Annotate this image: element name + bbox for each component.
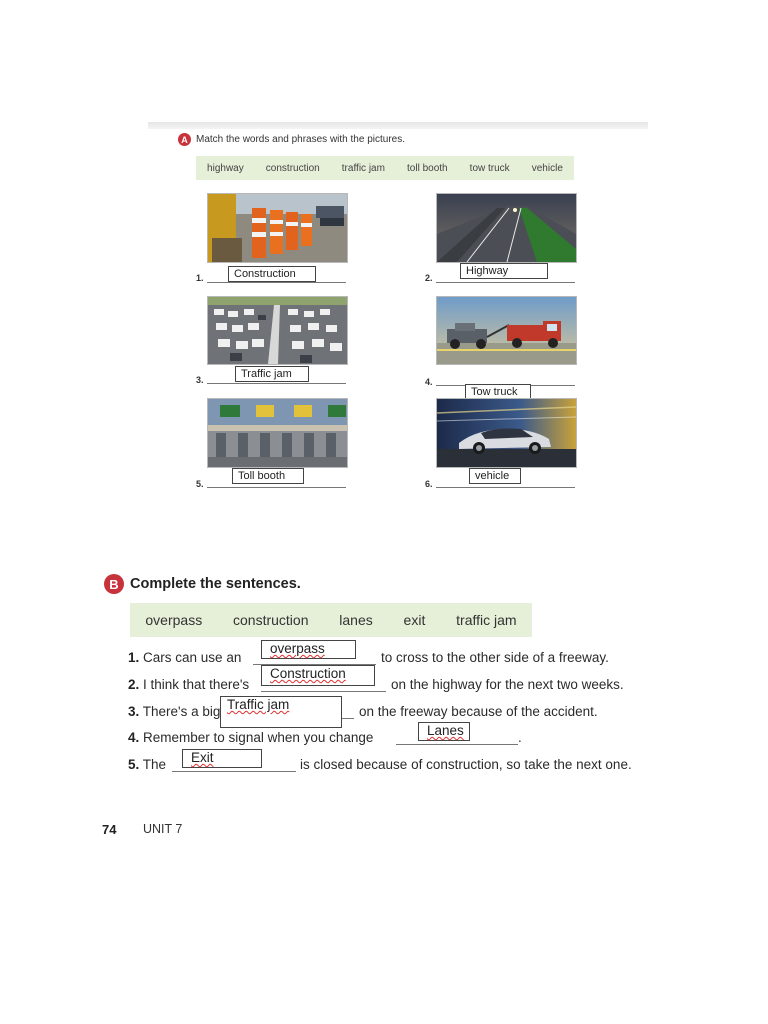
sentence — [128, 650, 241, 665]
answer-box[interactable]: vehicle — [469, 468, 521, 484]
sentence-text-after: on the freeway because of the accident. — [359, 704, 598, 719]
sentence-text-after: is closed because of construction, so take the next one. — [300, 757, 632, 772]
sentence-number: 1. — [128, 650, 140, 665]
item-number: 3. — [196, 375, 204, 385]
word-bank-item: highway — [207, 162, 244, 174]
answer-text: overpass — [270, 641, 325, 656]
answer-line — [436, 282, 575, 283]
sentence-number: 4. — [128, 730, 140, 745]
answer-line — [436, 487, 575, 488]
sentence-text-after: on the highway for the next two weeks. — [391, 677, 624, 692]
item-number: 5. — [196, 479, 204, 489]
item-number: 1. — [196, 273, 204, 283]
answer-text: Traffic jam — [227, 697, 290, 712]
page-number: 74 — [102, 822, 117, 837]
answer-box[interactable] — [418, 722, 470, 741]
vehicle-photo — [436, 398, 577, 468]
answer-text: Exit — [191, 750, 214, 765]
sentence-text-before: There's a big — [142, 704, 221, 719]
word-bank-item: traffic jam — [341, 162, 385, 174]
answer-line — [207, 487, 346, 488]
blank-line — [261, 691, 386, 692]
highway-photo — [436, 193, 577, 263]
sentence-text-after: . — [518, 730, 522, 745]
answer-box[interactable]: Construction — [228, 266, 316, 282]
word-bank-item: toll booth — [407, 162, 448, 174]
traffic-jam-photo — [207, 296, 348, 365]
word-bank-item: construction — [265, 162, 320, 174]
section-b-badge: B — [104, 574, 124, 594]
section-a-badge: A — [178, 133, 191, 146]
sentence-text-before: Remember to signal when you change — [143, 730, 374, 745]
word-bank-item: vehicle — [531, 162, 563, 174]
blank-line — [396, 744, 518, 745]
answer-box[interactable]: Toll booth — [232, 468, 304, 484]
answer-box[interactable]: Highway — [460, 263, 548, 279]
section-divider — [148, 122, 648, 129]
answer-box[interactable] — [261, 665, 375, 686]
sentence-text-before: Cars can use an — [143, 650, 242, 665]
answer-box[interactable] — [220, 696, 342, 728]
unit-label: UNIT 7 — [143, 822, 183, 836]
sentence — [128, 757, 166, 772]
word-bank-item: tow truck — [469, 162, 510, 174]
section-a-word-bank — [196, 156, 574, 180]
sentence-number: 3. — [128, 704, 140, 719]
sentence — [128, 730, 373, 745]
section-b-word-bank — [130, 603, 532, 637]
sentence-text-before: The — [142, 757, 167, 772]
blank-line — [172, 771, 296, 772]
word-bank-item: lanes — [339, 612, 373, 628]
answer-text: Construction — [270, 666, 346, 681]
sentence-text-after: to cross to the other side of a freeway. — [381, 650, 609, 665]
answer-line — [207, 383, 346, 384]
answer-box[interactable]: Traffic jam — [235, 366, 309, 382]
section-a-instruction: Match the words and phrases with the pictures. — [196, 134, 405, 145]
answer-box[interactable] — [261, 640, 356, 659]
item-number: 4. — [425, 377, 433, 387]
construction-photo — [207, 193, 348, 263]
word-bank-item: overpass — [145, 612, 203, 628]
answer-box[interactable]: Tow truck — [465, 384, 531, 400]
item-number: 6. — [425, 479, 433, 489]
toll-booth-photo — [207, 398, 348, 468]
answer-box[interactable] — [182, 749, 262, 768]
answer-text: Lanes — [427, 723, 464, 738]
item-number: 2. — [425, 273, 433, 283]
word-bank-item: exit — [403, 612, 426, 628]
sentence — [128, 677, 249, 692]
word-bank-item: construction — [233, 612, 309, 628]
word-bank-item: traffic jam — [456, 612, 517, 628]
sentence-text-before: I think that there's — [143, 677, 250, 692]
answer-line — [207, 282, 346, 283]
tow-truck-photo — [436, 296, 577, 365]
section-b-title: Complete the sentences. — [130, 576, 301, 592]
sentence-number: 5. — [128, 757, 140, 772]
sentence-number: 2. — [128, 677, 140, 692]
sentence — [128, 704, 220, 719]
